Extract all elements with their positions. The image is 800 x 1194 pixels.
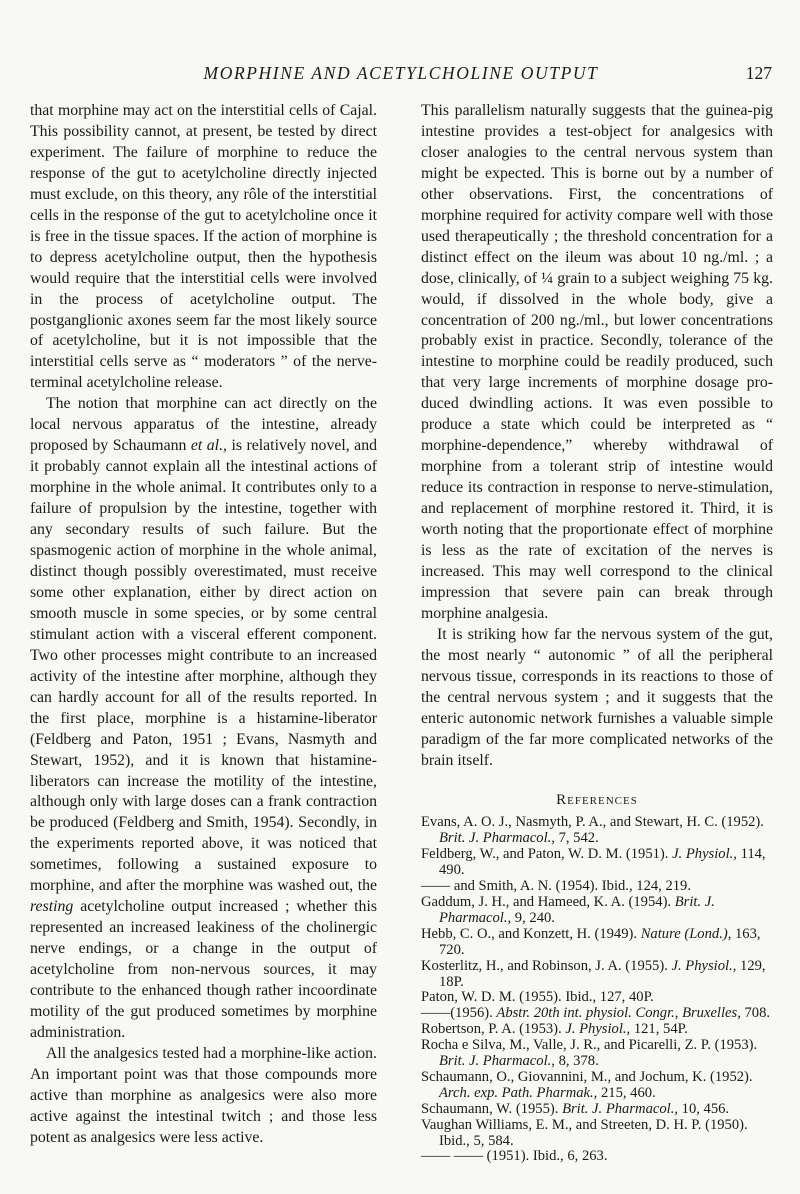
reference-item: Feldberg, W., and Paton, W. D. M. (1951). J. Physiol., 114, 490.	[421, 846, 766, 879]
reference-item: Kosterlitz, H., and Robinson, J. A. (1955). J. Physiol., 129, 18P.	[421, 957, 766, 990]
reference-item: Vaughan Williams, E. M., and Streeten, D. H. P. (1950). Ibid., 5, 584.	[421, 1116, 748, 1149]
page-number: 127	[745, 63, 772, 83]
left-paragraph-3: All the analgesics tested had a morphine-like action. An important point was that those compounds more active than morphine as analgesics were also more active against the intestinal twitch ; and those less potent as analgesics were less active.	[30, 1044, 377, 1146]
right-column	[421, 101, 773, 1165]
left-paragraph-1: that morphine may act on the interstitial cells of Cajal. This possibility cannot, at present, be tested by direct experiment. The failure of morphine to reduce the response of the gut to acetylcholine directly injected must exclude, on this theory, any rôle of the interstitial cells in the response of the gut to acetylcholine once it is free in the tissue spaces. If the action of morphine is to depress acetylcholine output, then the hypothesis would require that the interstitial cells were involved in the process of acetylcholine output. The postganglionic axones seem far the most likely source of acetylcholine, but it is not impossible that the interstitial cells serve as “ moderators ” of the nerve-terminal acetylcholine release.	[30, 102, 377, 392]
reference-item: —— and Smith, A. N. (1954). Ibid., 124, 219.	[421, 878, 691, 895]
left-column	[30, 101, 377, 1149]
reference-item: Evans, A. O. J., Nasmyth, P. A., and Stewart, H. C. (1952). Brit. J. Pharmacol., 7, 542.	[421, 814, 764, 847]
reference-item: Paton, W. D. M. (1955). Ibid., 127, 40P.	[421, 989, 654, 1006]
reference-item: Hebb, C. O., and Konzett, H. (1949). Nature (Lond.), 163, 720.	[421, 925, 761, 958]
reference-item: Gaddum, J. H., and Hameed, K. A. (1954). Brit. J. Pharmacol., 9, 240.	[421, 893, 715, 926]
text-run: is relatively novel, and it probably cannot explain all the intestinal actions of morphine in the whole animal. It contributes only to a failure of propulsion by the intestine, together with any secondary results of such failure. But the spasmogenic action of morphine in the whole animal, distinct though possibly overestimated, must receive some other explanation, either by direct action on smooth muscle in some species, or by some central stimulant action with a visceral efferent component. Two other processes might contribute to an increased activity of the intestine after morphine, although they can hardly account for all of the results reported. In the first place, morphine is a histamine-liberator (Feldberg and Paton, 1951 ; Evans, Nasmyth and Stewart, 1952), and it is known that histamine-liberators can increase the motility of the intestine, although only with large doses can a frank contraction be produced (Feldberg and Smith, 1954). Secondly, in the experiments reported above, it was noticed that sometimes, following a sustained exposure to morphine, and after the morphine was washed out, the	[30, 437, 377, 895]
reference-item: Schaumann, W. (1955). Brit. J. Pharmacol., 10, 456.	[421, 1100, 730, 1117]
italic-resting: resting	[30, 898, 74, 916]
running-header	[30, 63, 772, 87]
text-run: The notion that morphine can act directly on the local nervous apparatus of the intestine, already proposed by Schaumann	[30, 395, 377, 455]
right-paragraph-2: It is striking how far the nervous system of the gut, the most nearly “ autonomic ” of all the peripheral nervous tissue, corresponds in its reactions to those of the central nervous system ; and it suggests that the enteric autonomic network furnishes a valuable simple paradigm of the far more complicated networks of the brain itself.	[421, 625, 773, 769]
reference-item: ——(1956). Abstr. 20th int. physiol. Congr., Bruxelles, 708.	[421, 1005, 771, 1022]
running-title: MORPHINE AND ACETYLCHOLINE OUTPUT	[203, 63, 599, 83]
references-list	[421, 815, 773, 1165]
reference-item: Rocha e Silva, M., Valle, J. R., and Picarelli, Z. P. (1953). Brit. J. Pharmacol., 8, 378.	[421, 1037, 758, 1070]
references-heading: References	[556, 791, 638, 808]
text-run: acetylcholine output increased ; whether this represented an increased leakiness of the cholinergic nerve endings, or a change in the output of acetylcholine from non-nervous sources, it may contribute to the enhanced though rather incoordinate motility of the gut produced sometimes by morphine administration.	[30, 898, 377, 1041]
reference-item: —— —— (1951). Ibid., 6, 263.	[421, 1148, 608, 1165]
left-paragraph-2	[30, 394, 377, 1044]
reference-item: Schaumann, O., Giovannini, M., and Jochum, K. (1952). Arch. exp. Path. Pharmak., 215, 460.	[421, 1068, 753, 1101]
reference-item: Robertson, P. A. (1953). J. Physiol., 121, 54P.	[421, 1021, 688, 1038]
right-paragraph-1: This parallelism naturally suggests that the guinea-pig intestine provides a test-object for analgesics with closer analogies to the central nervous system than might be expected. This is borne out by a number of other observations. First, the concentrations of morphine required for activity compare well with those used therapeutically ; the threshold concentration for a distinct effect on the ileum was about 10 ng./ml. ; a dose, clinically, of ¼ grain to a subject weighing 75 kg. would, if dissolved in the whole body, give a concentration of 200 ng./ml., but lower concentrations probably exist in practice. Secondly, tolerance of the intestine to morphine could be readily produced, such that very large increments of morphine dosage produced dwindling actions. It was even possible to produce a state which could be interpreted as “ morphine-dependence,” whereby withdrawal of morphine from a tolerant strip of intestine would reduce its contraction in response to nerve-stimulation, and replacement of morphine restored it. Third, it is worth noting that the proportionate effect of morphine is less as the rate of excitation of the nerves is increased. This may well correspond to the clinical impression that severe pain can break through morphine analgesia.	[421, 102, 773, 622]
italic-et-al: et al.,	[190, 437, 227, 455]
